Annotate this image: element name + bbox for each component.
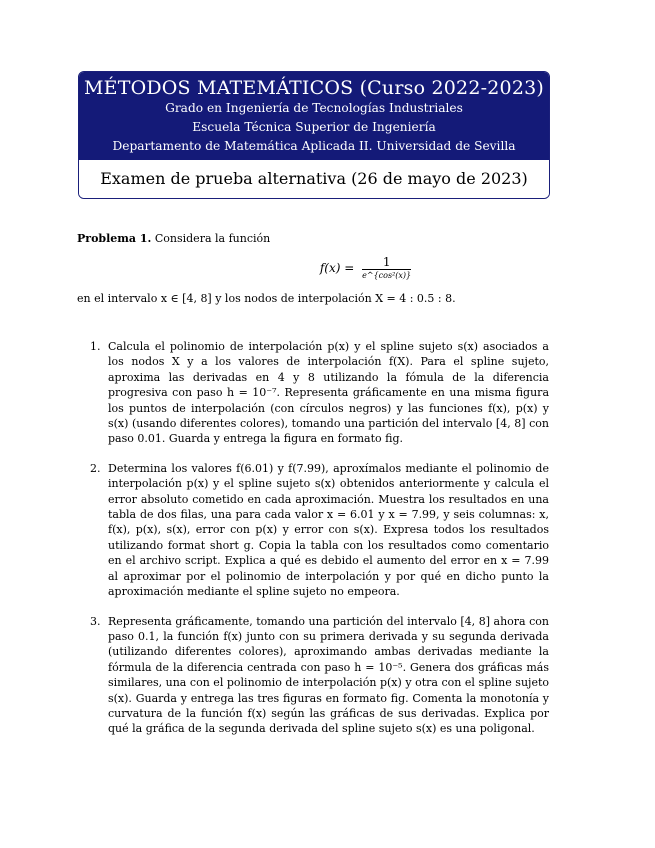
formula-denominator: e^{cos²(x)} <box>362 271 412 280</box>
interval-text: en el intervalo x ∈ [4, 8] y los nodos de interpolación X = 4 : 0.5 : 8. <box>77 292 456 305</box>
header-banner <box>79 72 549 160</box>
degree-name: Grado en Ingeniería de Tecnologías Industriales <box>165 101 463 115</box>
task-text: Determina los valores f(6.01) y f(7.99), aproxímalos mediante el polinomio de interpolación p(x) y el spline sujeto s(x) obtenidos anteriormente y calcula el error absoluto cometido en cada aproximación. Muestra los resultados en una tabla de dos filas, una para cada valor x = 6.01 y x = 7.99, y seis columnas: x, f(x), p(x), s(x), error con p(x) y error con s(x). Expresa todos los resultados utilizando format short g. Copia la tabla con los resultados como comentario en el archivo script. Explica a qué es debido el aumento del error en x = 7.99 al aproximar por el polinomio de interpolación y por qué en dicho punto la aproximación mediante el spline sujeto no empeora. <box>108 461 549 599</box>
formula-lhs: f(x) = <box>319 261 355 275</box>
formula-numerator: 1 <box>362 255 411 270</box>
task-item <box>88 339 549 447</box>
problem-intro-text: Considera la función <box>151 232 271 245</box>
task-text: Representa gráficamente, tomando una partición del intervalo [4, 8] ahora con paso 0.1, la función f(x) junto con su primera derivada y su segunda derivada (utilizando diferentes colores), aproximando ambas derivadas mediante la fórmula de la diferencia centrada con paso h = 10⁻⁵. Genera dos gráficas más similares, una con el polinomio de interpolación p(x) y otra con el spline sujeto s(x). Guarda y entrega las tres figuras en formato fig. Comenta la monotonía y curvatura de la función f(x) según las gráficas de sus derivadas. Explica por qué la gráfica de la segunda derivada del spline sujeto s(x) es una poligonal. <box>108 614 549 736</box>
function-formula <box>0 255 655 282</box>
formula-fraction <box>362 255 411 282</box>
course-title: MÉTODOS MATEMÁTICOS (Curso 2022-2023) <box>83 77 545 99</box>
task-text: Calcula el polinomio de interpolación p(x) y el spline sujeto s(x) asociados a los nodos X y a los valores de interpolación f(X). Para el spline sujeto, aproxima las derivadas en 4 y 8 utilizando la fómula de la diferencia progresiva con paso h = 10⁻⁷. Representa gráficamente en una misma figura los puntos de interpolación (con círculos negros) y las funciones f(x), p(x) y s(x) (usando diferentes colores), tomando una partición del intervalo [4, 8] con paso 0.01. Guarda y entrega la figura en formato fig. <box>108 340 549 446</box>
problem-intro <box>77 231 549 247</box>
task-number: 3. <box>90 614 101 628</box>
department-name: Departamento de Matemática Aplicada II. Universidad de Sevilla <box>112 139 516 153</box>
task-list <box>88 339 549 737</box>
exam-title: Examen de prueba alternativa (26 de mayo de 2023) <box>79 160 549 198</box>
task-number: 1. <box>90 340 101 353</box>
task-item <box>88 461 549 600</box>
school-name: Escuela Técnica Superior de Ingeniería <box>192 120 436 134</box>
task-number: 2. <box>90 461 101 475</box>
task-item <box>88 614 549 737</box>
exam-header <box>78 71 550 199</box>
problem-label: Problema 1. <box>77 232 152 245</box>
